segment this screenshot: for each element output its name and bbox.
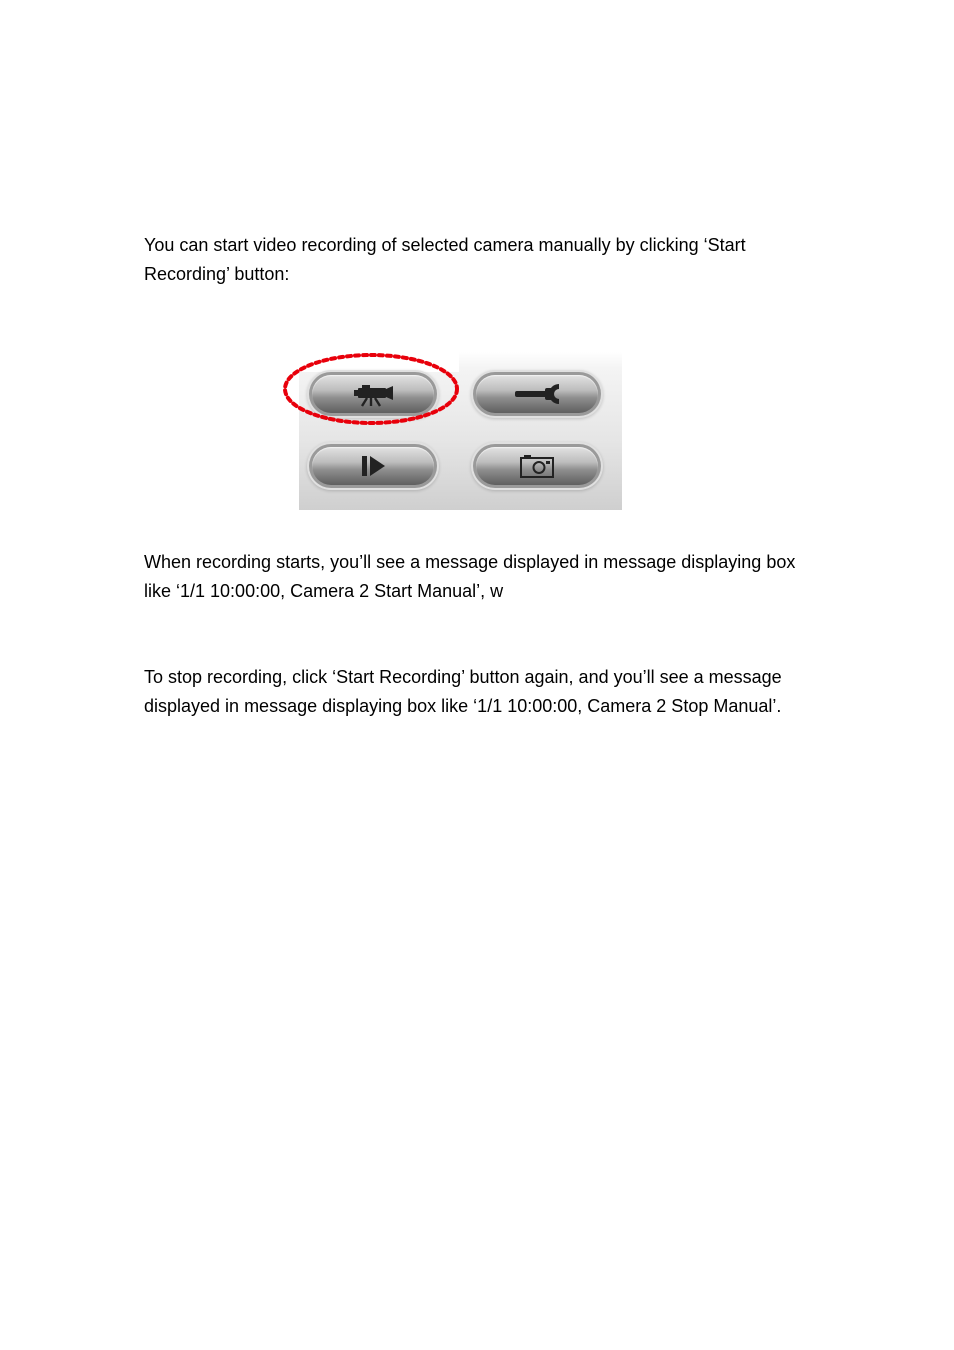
- play-icon: [309, 444, 437, 488]
- stop-recording-paragraph: To stop recording, click ‘Start Recording’ button again, and you’ll see a message displayed in message displaying box like ‘1/1 10:00:00, Camera 2 Stop Manual’.: [144, 667, 782, 716]
- camera-snapshot-icon: [473, 444, 601, 488]
- snapshot-button[interactable]: [473, 444, 601, 488]
- recording-starts-paragraph: When recording starts, you’ll see a message displayed in message displaying box like ‘1/1 10:00:00, Camera 2 Start Manual’, w: [144, 552, 796, 601]
- highlight-circle: [282, 352, 460, 426]
- settings-button[interactable]: [473, 372, 601, 416]
- playback-button[interactable]: [309, 444, 437, 488]
- wrench-icon: [473, 372, 601, 416]
- intro-paragraph: You can start video recording of selected camera manually by clicking ‘Start Recording’ button:: [144, 235, 746, 284]
